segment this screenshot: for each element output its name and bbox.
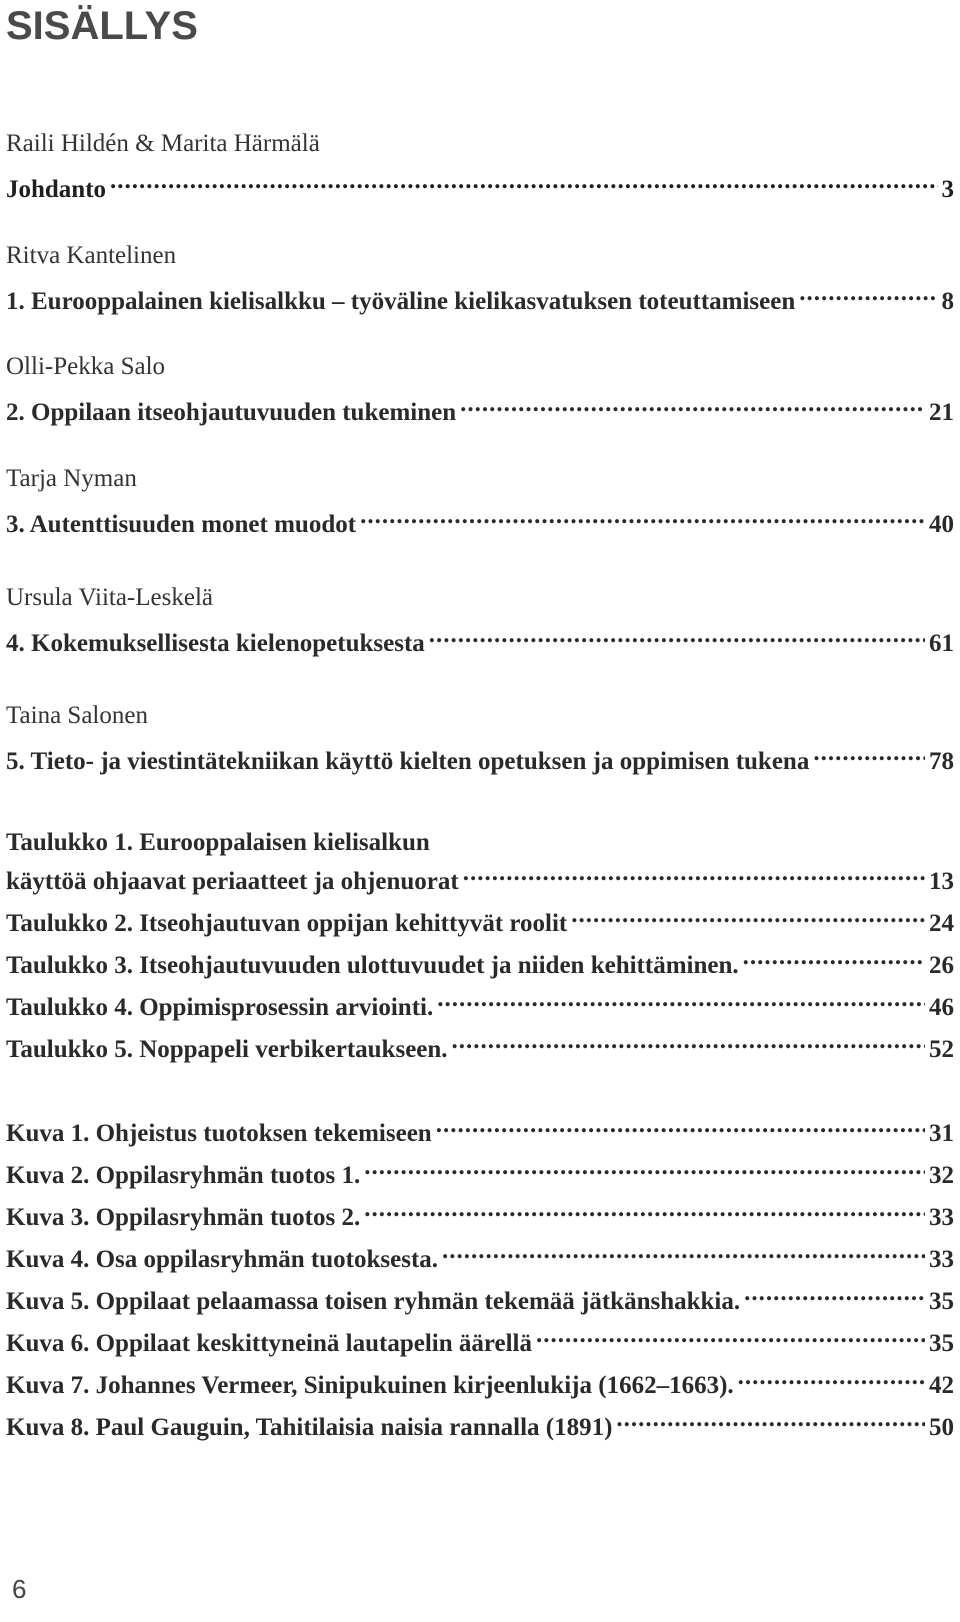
toc-entry-johdanto[interactable] (6, 172, 954, 204)
toc-entry-page: 52 (929, 1036, 954, 1063)
toc-entry-page: 3 (941, 176, 954, 203)
dot-leader (616, 1410, 925, 1435)
dot-leader (437, 990, 925, 1015)
dot-leader (360, 507, 925, 532)
page-title: SISÄLLYS (6, 4, 198, 48)
dot-leader (463, 864, 925, 889)
chapter-author: Raili Hildén & Marita Härmälä (6, 130, 320, 157)
dot-leader (110, 172, 937, 197)
toc-entry-title: Kuva 3. Oppilasryhmän tuotos 2. (6, 1204, 361, 1231)
toc-entry-figure-6[interactable] (6, 1326, 954, 1358)
toc-entry-figure-4[interactable] (6, 1242, 954, 1274)
toc-entry-page: 78 (929, 748, 954, 775)
toc-entry-chapter-2[interactable] (6, 395, 954, 427)
dot-leader (744, 1284, 925, 1309)
chapter-author: Taina Salonen (6, 702, 148, 729)
toc-entry-table-2[interactable] (6, 906, 954, 938)
toc-entry-chapter-1[interactable] (6, 284, 954, 316)
toc-entry-page: 21 (929, 399, 954, 426)
toc-entry-page: 13 (929, 868, 954, 895)
toc-entry-figure-7[interactable] (6, 1368, 954, 1400)
page-number: 6 (12, 1574, 27, 1604)
toc-entry-title: Kuva 5. Oppilaat pelaamassa toisen ryhmän tekemää jätkänshakkia. (6, 1288, 741, 1315)
dot-leader (743, 948, 925, 973)
toc-entry-table-1[interactable] (6, 864, 954, 896)
dot-leader (813, 744, 925, 769)
toc-entry-title: Taulukko 3. Itseohjautuvuuden ulottuvuudet ja niiden kehittäminen. (6, 952, 739, 979)
toc-entry-title: Taulukko 2. Itseohjautuvan oppijan kehittyvät roolit (6, 910, 568, 937)
toc-entry-table-4[interactable] (6, 990, 954, 1022)
toc-entry-page: 33 (929, 1246, 954, 1273)
toc-entry-title: Kuva 2. Oppilasryhmän tuotos 1. (6, 1162, 361, 1189)
dot-leader (571, 906, 925, 931)
toc-entry-page: 61 (929, 630, 954, 657)
toc-entry-title: 1. Eurooppalainen kielisalkku – työväline kielikasvatuksen toteuttamiseen (6, 288, 796, 315)
toc-entry-page: 26 (929, 952, 954, 979)
dot-leader (460, 395, 925, 420)
toc-entry-title: 3. Autenttisuuden monet muodot (6, 511, 357, 538)
dot-leader (436, 1116, 925, 1141)
toc-entry-figure-1[interactable] (6, 1116, 954, 1148)
chapter-author: Tarja Nyman (6, 465, 137, 492)
toc-entry-figure-2[interactable] (6, 1158, 954, 1190)
toc-entry-title: Kuva 8. Paul Gauguin, Tahitilaisia naisia rannalla (1891) (6, 1414, 613, 1441)
toc-entry-title: Kuva 1. Ohjeistus tuotoksen tekemiseen (6, 1120, 432, 1147)
toc-entry-page: 31 (929, 1120, 954, 1147)
toc-entry-title: Taulukko 4. Oppimisprosessin arviointi. (6, 994, 434, 1021)
toc-entry-page: 46 (929, 994, 954, 1021)
dot-leader (738, 1368, 925, 1393)
toc-entry-chapter-4[interactable] (6, 626, 954, 658)
toc-entry-title: 5. Tieto- ja viestintätekniikan käyttö kielten opetuksen ja oppimisen tukena (6, 748, 810, 775)
toc-entry-title: Kuva 7. Johannes Vermeer, Sinipukuinen kirjeenlukija (1662–1663). (6, 1372, 734, 1399)
toc-entry-figure-3[interactable] (6, 1200, 954, 1232)
toc-table-title-line1: Taulukko 1. Eurooppalaisen kielisalkun (6, 829, 430, 856)
toc-entry-title: 4. Kokemuksellisesta kielenopetuksesta (6, 630, 425, 657)
toc-entry-page: 42 (929, 1372, 954, 1399)
toc-entry-title: 2. Oppilaan itseohjautuvuuden tukeminen (6, 399, 457, 426)
toc-entry-page: 8 (941, 288, 954, 315)
dot-leader (429, 626, 925, 651)
toc-entry-chapter-3[interactable] (6, 507, 954, 539)
toc-entry-title: Taulukko 5. Noppapeli verbikertaukseen. (6, 1036, 448, 1063)
toc-entry-title: Kuva 6. Oppilaat keskittyneinä lautapelin äärellä (6, 1330, 533, 1357)
toc-entry-chapter-5[interactable] (6, 744, 954, 776)
chapter-author: Olli-Pekka Salo (6, 353, 166, 380)
dot-leader (536, 1326, 925, 1351)
toc-entry-page: 35 (929, 1288, 954, 1315)
dot-leader (452, 1032, 925, 1057)
dot-leader (364, 1200, 925, 1225)
chapter-author: Ursula Viita-Leskelä (6, 584, 213, 611)
toc-entry-title: käyttöä ohjaavat periaatteet ja ohjenuorat (6, 868, 459, 895)
toc-entry-figure-5[interactable] (6, 1284, 954, 1316)
toc-entry-title: Johdanto (6, 176, 107, 203)
chapter-author: Ritva Kantelinen (6, 242, 177, 269)
toc-entry-page: 50 (929, 1414, 954, 1441)
dot-leader (799, 284, 937, 309)
toc-entry-table-5[interactable] (6, 1032, 954, 1064)
toc-entry-page: 32 (929, 1162, 954, 1189)
toc-entry-page: 33 (929, 1204, 954, 1231)
toc-entry-figure-8[interactable] (6, 1410, 954, 1442)
toc-entry-page: 35 (929, 1330, 954, 1357)
dot-leader (442, 1242, 925, 1267)
toc-entry-title: Kuva 4. Osa oppilasryhmän tuotoksesta. (6, 1246, 439, 1273)
toc-entry-table-3[interactable] (6, 948, 954, 980)
dot-leader (364, 1158, 925, 1183)
toc-entry-page: 40 (929, 511, 954, 538)
toc-entry-page: 24 (929, 910, 954, 937)
